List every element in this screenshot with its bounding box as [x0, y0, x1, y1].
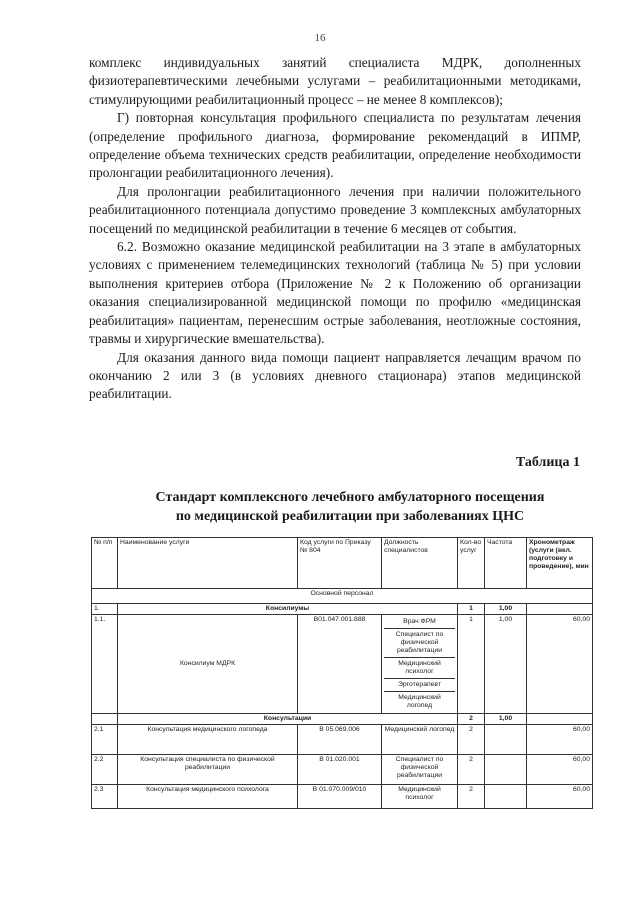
section-title: Основной персонал [92, 589, 593, 604]
group-freq: 1,00 [485, 714, 527, 725]
position-item: Медицинский логопед [398, 694, 441, 709]
paragraph-3: Для пролонгации реабилитационного лечения при наличии положительного реабилитационного потенциала допустимо проведение 3 комплексных амбулаторных посещений по медицинской реабилитации в течение 6 месяцев от события. [89, 183, 581, 236]
page-number: 16 [314, 32, 326, 44]
row-code: B 05.069.006 [298, 725, 382, 755]
group-title: Консультации [118, 714, 458, 725]
table-row [92, 755, 593, 785]
row-count: 2 [458, 755, 485, 785]
row-count: 2 [458, 785, 485, 809]
row-freq [485, 785, 527, 809]
row-code: B 01.020.001 [298, 755, 382, 785]
table-row-1-1 [92, 615, 593, 714]
row-freq [485, 755, 527, 785]
header-freq: Частота [485, 538, 527, 589]
table-row [92, 785, 593, 809]
group-num [92, 714, 118, 725]
group-num: 1. [92, 604, 118, 615]
row-position: Специалист по физической реабилитации [382, 755, 458, 785]
header-code: Код услуги по Приказу № 804 [298, 538, 382, 589]
group-freq: 1,00 [485, 604, 527, 615]
paragraph-1: комплекс индивидуальных занятий специалиста МДРК, дополненных физиотерапевтическими лечебными услугами – реабилитационными методиками, стимулирующими реабилитационный процесс – не менее 8 комплексов); [89, 55, 581, 107]
row-code: B01.047.001.888 [298, 615, 382, 714]
row-count: 2 [458, 725, 485, 755]
header-time: Хронометраж (услуги (вкл. подготовку и проведение), мин [527, 538, 593, 589]
header-position: Должность специалистов [382, 538, 458, 589]
row-position: Медицинский логопед [382, 725, 458, 755]
row-position: Медицинский психолог [382, 785, 458, 809]
paragraph-5: Для оказания данного вида помощи пациент направляется лечащим врачом по окончанию 2 или 3 (в условиях дневного стационара) этапов медицинской реабилитации. [89, 349, 581, 402]
position-item: Врач ФРМ [384, 616, 455, 629]
group-count: 2 [458, 714, 485, 725]
table-title-line-2: по медицинской реабилитации при заболеваниях ЦНС [175, 509, 525, 524]
header-num: № п/п [92, 538, 118, 589]
row-name: Консультация медицинского логопеда [118, 725, 298, 755]
row-time: 60,00 [527, 755, 593, 785]
header-count: Кол-во услуг [458, 538, 485, 589]
group-row-consiliums [92, 604, 593, 615]
header-name: Наименование услуги [118, 538, 298, 589]
row-positions [382, 615, 458, 714]
section-row [92, 589, 593, 604]
row-freq: 1,00 [485, 615, 527, 714]
row-count: 1 [458, 615, 485, 714]
row-freq [485, 725, 527, 755]
body-text [89, 54, 581, 404]
row-num: 2.3 [92, 785, 118, 809]
position-item: Медицинский психолог [384, 658, 455, 679]
table-title-line-1: Стандарт комплексного лечебного амбулаторного посещения [155, 490, 545, 505]
row-num: 2.2 [92, 755, 118, 785]
row-num: 2.1 [92, 725, 118, 755]
position-item: Эрготерапевт [384, 679, 455, 692]
paragraph-2: Г) повторная консультация профильного специалиста по результатам лечения (определение профильного диагноза, формирование рекомендаций в ИПМР, определение объема технических средств реабилитации, определение необходимости пролонгации реабилитационного лечения). [89, 110, 581, 181]
table-label: Таблица 1 [515, 455, 580, 470]
group-count: 1 [458, 604, 485, 615]
row-name: Консультация специалиста по физической реабилитации [118, 755, 298, 785]
row-time: 60,00 [527, 615, 593, 714]
row-num: 1.1. [92, 615, 118, 714]
position-item: Специалист по физической реабилитации [384, 629, 455, 658]
group-title: Консилиумы [118, 604, 458, 615]
row-time: 60,00 [527, 785, 593, 809]
row-time: 60,00 [527, 725, 593, 755]
row-code: B 01.070.009/010 [298, 785, 382, 809]
table-title [90, 488, 610, 526]
row-name: Консилиум МДРК [118, 615, 298, 714]
paragraph-4: 6.2. Возможно оказание медицинской реабилитации на 3 этапе в амбулаторных условиях с применением телемедицинских технологий (таблица № 5) при условии выполнения критериев отбора (Приложение № 2 к Положению об организации оказания специализированной медицинской помощи по профилю «медицинская реабилитация» пациентам, перенесшим острые заболевания, неотложные состояния, травмы и хирургические вмешательства). [89, 239, 581, 347]
standard-table [91, 537, 593, 809]
table-header-row [92, 538, 593, 589]
table-row [92, 725, 593, 755]
row-name: Консультация медицинского психолога [118, 785, 298, 809]
group-row-consultations [92, 714, 593, 725]
